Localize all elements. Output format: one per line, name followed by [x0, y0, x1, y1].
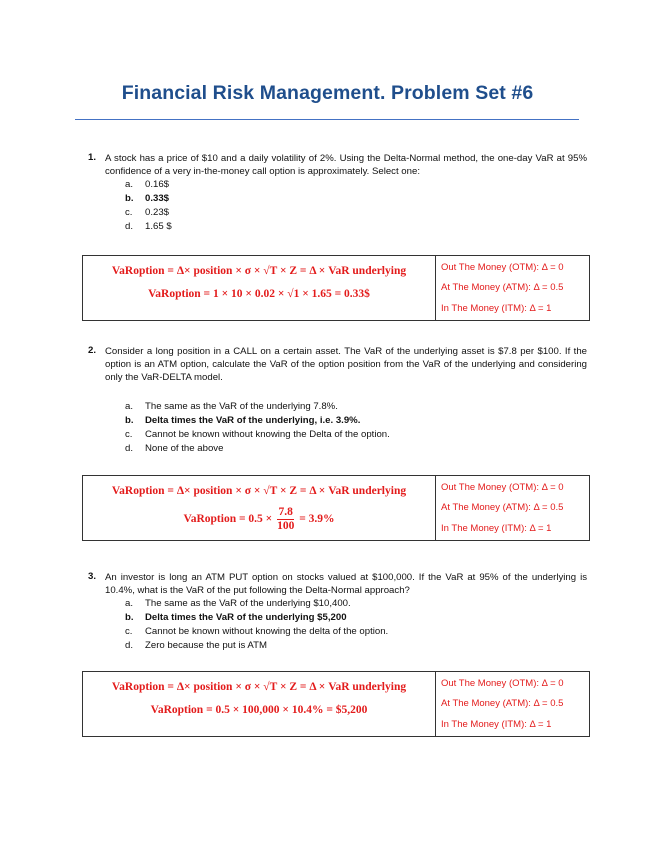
option-text: 1.65 $: [145, 221, 172, 232]
option-letter: c.: [125, 626, 133, 637]
question-stem: Consider a long position in a CALL on a certain asset. The VaR of the underlying asset is $7.8 per $100. If the option is an ATM option, calculate the VaR of the option position from the VaR of the underlying and considering only the VaR-DELTA model.: [105, 346, 587, 383]
option-text: Zero because the put is ATM: [145, 640, 267, 651]
solution-box-2: [82, 475, 590, 541]
solution-box-3: [82, 671, 590, 737]
option-letter: c.: [125, 429, 133, 440]
box-divider: [435, 672, 436, 736]
question-stem: A stock has a price of $10 and a daily volatility of 2%. Using the Delta-Normal method, the one-day VaR at 95% confidence of a very in-the-money call option is approximately. Select one:: [105, 153, 587, 177]
computed-formula: [83, 704, 435, 716]
option-text: The same as the VaR of the underlying 7.8%.: [145, 401, 338, 412]
option-text: None of the above: [145, 443, 224, 454]
option-text: Cannot be known without knowing the delta of the option.: [145, 626, 389, 637]
option-letter: b.: [125, 415, 134, 426]
box-divider: [435, 476, 436, 540]
delta-note-itm: In The Money (ITM): Δ = 1: [441, 719, 552, 730]
formula-text: VaRoption = Δ× position × σ × √T × Z = Δ × VaR underlying: [111, 485, 407, 497]
delta-note-otm: Out The Money (OTM): Δ = 0: [441, 262, 564, 273]
formula-suffix: = 3.9%: [299, 513, 335, 526]
title-divider: [75, 119, 579, 120]
delta-note-atm: At The Money (ATM): Δ = 0.5: [441, 502, 564, 513]
delta-note-otm: Out The Money (OTM): Δ = 0: [441, 482, 564, 493]
delta-note-atm: At The Money (ATM): Δ = 0.5: [441, 282, 564, 293]
option-text: 0.23$: [145, 207, 170, 218]
question-stem: An investor is long an ATM PUT option on stocks valued at $100,000. If the VaR at 95% of the underlying is 10.4%, what is the VaR of the put following the Delta-Normal approach?: [105, 572, 587, 596]
solution-box-1: [82, 255, 590, 321]
fraction-denominator: 100: [277, 520, 295, 532]
box-divider: [435, 256, 436, 320]
fraction-numerator: 7.8: [278, 506, 293, 518]
option-letter: d.: [125, 221, 134, 232]
option-letter: a.: [125, 598, 134, 609]
option-letter: d.: [125, 640, 134, 651]
option-text: Cannot be known without knowing the Delta of the option.: [145, 429, 390, 440]
formula-prefix: VaRoption = 0.5 ×: [183, 513, 273, 526]
option-text: The same as the VaR of the underlying $10,400.: [145, 598, 351, 609]
option-letter: a.: [125, 179, 134, 190]
option-text: Delta times the VaR of the underlying, i.e. 3.9%.: [145, 415, 361, 426]
option-text: Delta times the VaR of the underlying $5,200: [145, 612, 347, 623]
question-number: 1.: [88, 152, 97, 163]
general-formula: [83, 681, 435, 693]
option-letter: c.: [125, 207, 133, 218]
computed-formula: [83, 506, 435, 533]
formula-text: VaRoption = Δ× position × σ × √T × Z = Δ × VaR underlying: [111, 681, 407, 693]
question-number: 3.: [88, 571, 97, 582]
option-letter: b.: [125, 193, 134, 204]
option-text: 0.16$: [145, 179, 170, 190]
question-number: 2.: [88, 345, 97, 356]
formula-text: VaRoption = 1 × 10 × 0.02 × √1 × 1.65 = 0.33$: [148, 288, 370, 300]
delta-note-atm: At The Money (ATM): Δ = 0.5: [441, 698, 564, 709]
formula-text: VaRoption = 0.5 × 100,000 × 10.4% = $5,200: [150, 704, 368, 716]
delta-note-itm: In The Money (ITM): Δ = 1: [441, 303, 552, 314]
delta-note-otm: Out The Money (OTM): Δ = 0: [441, 678, 564, 689]
option-letter: d.: [125, 443, 134, 454]
computed-formula: [83, 288, 435, 300]
option-letter: a.: [125, 401, 134, 412]
option-letter: b.: [125, 612, 134, 623]
general-formula: [83, 265, 435, 277]
page-title: Financial Risk Management. Problem Set #6: [121, 82, 534, 104]
fraction: [277, 506, 294, 533]
formula-text: VaRoption = Δ× position × σ × √T × Z = Δ × VaR underlying: [111, 265, 407, 277]
delta-note-itm: In The Money (ITM): Δ = 1: [441, 523, 552, 534]
general-formula: [83, 485, 435, 497]
option-text: 0.33$: [145, 193, 170, 204]
